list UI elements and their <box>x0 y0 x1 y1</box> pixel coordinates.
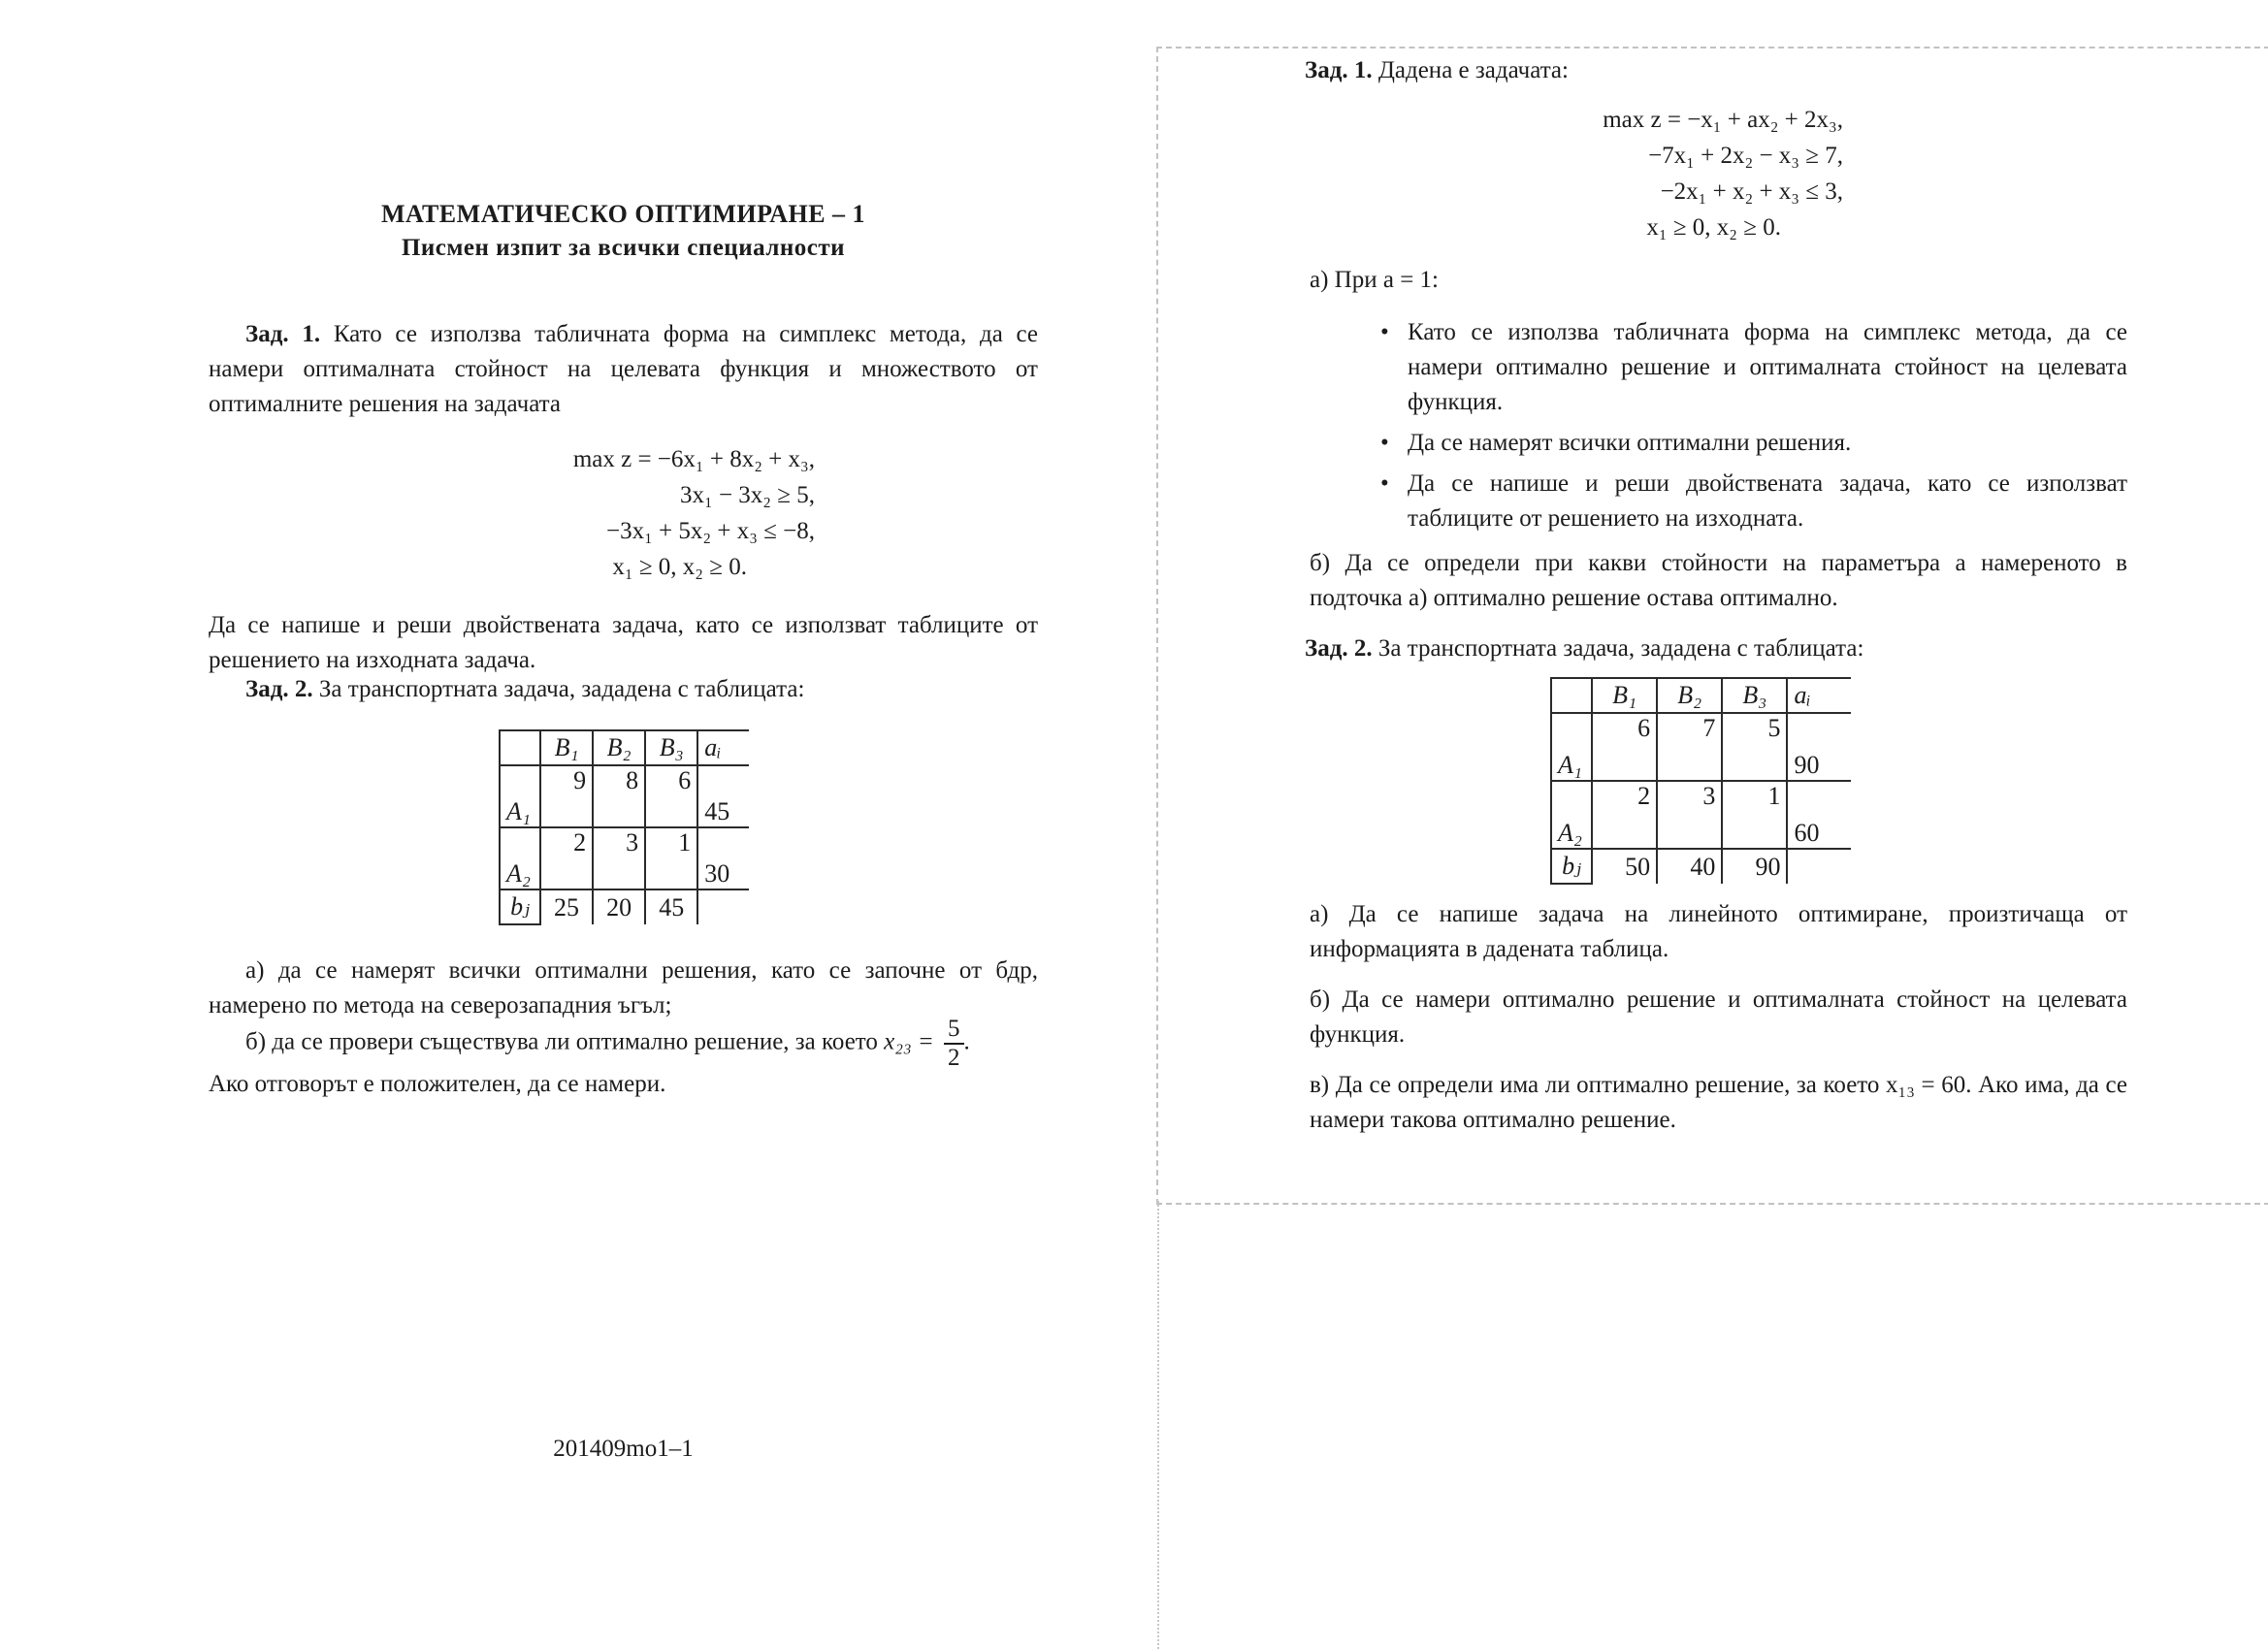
table-row-label: bⱼ <box>1551 849 1592 884</box>
table-demand: 20 <box>593 889 645 924</box>
table-header: B₁ <box>540 730 593 765</box>
left-transport-table <box>499 729 749 925</box>
table-cell: 6 <box>1592 713 1657 781</box>
right-task1-system <box>1513 102 1843 245</box>
table-demand-empty <box>697 889 749 924</box>
table-demand: 40 <box>1657 849 1722 884</box>
bullet-icon: • <box>1380 470 1389 497</box>
table-header: B₂ <box>1657 678 1722 713</box>
table-demand: 90 <box>1722 849 1787 884</box>
right-system-line-4: x₁ ≥ 0, x₂ ≥ 0. <box>1646 214 1781 241</box>
bullet-item: • Да се напише и реши двойствената задача, като се използват таблиците от решението на изходната. <box>1380 467 2127 536</box>
left-task2-label: Зад. 2. <box>245 676 313 702</box>
left-task2-body: За транспортната задача, зададена с таблицата: <box>318 676 805 702</box>
table-header: aᵢ <box>697 730 749 765</box>
page-subtitle: Писмен изпит за всички специалности <box>401 235 846 261</box>
left-task2-b-var: x₂₃ = <box>884 1028 934 1055</box>
table-supply: 90 <box>1787 713 1851 781</box>
table-cell: 2 <box>1592 781 1657 849</box>
table-supply: 30 <box>697 827 749 889</box>
left-task2-a: а) да се намерят всички оптимални решения, като се започне от бдр, намерено по метода на северозападния ъгъл; <box>209 957 1038 1018</box>
right-task1-a-intro: а) При a = 1: <box>1310 267 1439 293</box>
right-task1-label: Зад. 1. <box>1305 57 1373 83</box>
right-task2-body: За транспортната задача, зададена с таблицата: <box>1377 635 1864 662</box>
table-cell: 5 <box>1722 713 1787 781</box>
table-header: B₁ <box>1592 678 1657 713</box>
table-header: B₃ <box>645 730 697 765</box>
right-task1-bullets <box>1380 315 2127 536</box>
right-task1-b: б) Да се определи при какви стойности на параметъра a намереното в подточка а) оптимално решение остава оптимално. <box>1310 550 2127 611</box>
bullet-icon: • <box>1380 319 1389 345</box>
left-task1-text <box>209 317 1038 422</box>
right-transport-table <box>1550 677 1851 885</box>
table-corner <box>1551 678 1592 713</box>
right-system-line-1: max z = −x₁ + ax₂ + 2x₃, <box>1603 107 1843 133</box>
table-row-label: A₂ <box>500 827 540 889</box>
left-task1-body: Като се използва табличната форма на симплекс метода, да се намери оптималната стойност на целевата функция и множеството от оптималните решения на задачата <box>209 321 1039 417</box>
right-task1-body: Дадена е задачата: <box>1377 57 1569 83</box>
table-cell: 1 <box>645 827 697 889</box>
left-task1-label: Зад. 1. <box>245 321 321 347</box>
left-task1-system <box>485 441 815 585</box>
table-cell: 9 <box>540 765 593 827</box>
left-system-line-4: x₁ ≥ 0, x₂ ≥ 0. <box>612 554 747 580</box>
table-cell: 3 <box>1657 781 1722 849</box>
table-row-label: A₁ <box>1551 713 1592 781</box>
page-title: МАТЕМАТИЧЕСКО ОПТИМИРАНЕ – 1 <box>380 200 866 228</box>
table-cell: 2 <box>540 827 593 889</box>
left-system-line-1: max z = −6x₁ + 8x₂ + x₃, <box>572 446 815 472</box>
right-task2-label: Зад. 2. <box>1305 635 1373 662</box>
table-header: aᵢ <box>1787 678 1851 713</box>
page-margin-line <box>1157 1201 1161 1649</box>
table-row-label: A₂ <box>1551 781 1592 849</box>
table-demand: 45 <box>645 889 697 924</box>
table-row-label: A₁ <box>500 765 540 827</box>
table-supply: 45 <box>697 765 749 827</box>
right-task2-a: а) Да се напише задача на линейното оптимиране, произтичаща от информацията в дадената таблица. <box>1310 901 2127 962</box>
table-row-label: bⱼ <box>500 889 540 924</box>
right-task2-c: в) Да се определи има ли оптимално решение, за което x₁₃ = 60. Ако има, да се намери такова оптимално решение. <box>1310 1072 2127 1133</box>
left-task2-b: б) да се провери съществува ли оптимално решение, за което x₂₃ = $\frac{5}{2}$ . <box>245 1016 970 1071</box>
fraction: $\frac{5}{2}$ <box>944 1016 964 1072</box>
bullet-item: • Да се намерят всички оптимални решения. <box>1380 426 2127 461</box>
table-demand: 50 <box>1592 849 1657 884</box>
table-cell: 7 <box>1657 713 1722 781</box>
left-system-line-3: −3x₁ + 5x₂ + x₃ ≤ −8, <box>605 518 815 544</box>
table-supply: 60 <box>1787 781 1851 849</box>
table-cell: 3 <box>593 827 645 889</box>
table-cell: 6 <box>645 765 697 827</box>
right-task2-b: б) Да се намери оптимално решение и оптималната стойност на целевата функция. <box>1310 986 2127 1048</box>
left-task2-b-suffix: Ако отговорът е положителен, да се намери. <box>209 1071 666 1097</box>
right-system-line-3: −2x₁ + x₂ + x₃ ≤ 3, <box>1660 178 1843 205</box>
table-cell: 1 <box>1722 781 1787 849</box>
left-dual-text: Да се напише и реши двойствената задача, като се използват таблиците от решението на изходната задача. <box>209 612 1038 673</box>
table-demand-empty <box>1787 849 1851 884</box>
left-system-line-2: 3x₁ − 3x₂ ≥ 5, <box>679 482 815 508</box>
table-demand: 25 <box>540 889 593 924</box>
right-system-line-2: −7x₁ + 2x₂ − x₃ ≥ 7, <box>1648 143 1843 169</box>
table-header: B₃ <box>1722 678 1787 713</box>
right-task2-text <box>1305 631 2139 666</box>
table-cell: 8 <box>593 765 645 827</box>
table-header: B₂ <box>593 730 645 765</box>
bullet-item: • Като се използва табличната форма на симплекс метода, да се намери оптимално решение и оптималната стойност на целевата функция. <box>1380 315 2127 420</box>
page-footer: 201409mo1–1 <box>553 1436 694 1462</box>
table-corner <box>500 730 540 765</box>
left-task2-text <box>209 672 1038 707</box>
right-task1-text <box>1305 53 2139 88</box>
bullet-icon: • <box>1380 430 1389 456</box>
